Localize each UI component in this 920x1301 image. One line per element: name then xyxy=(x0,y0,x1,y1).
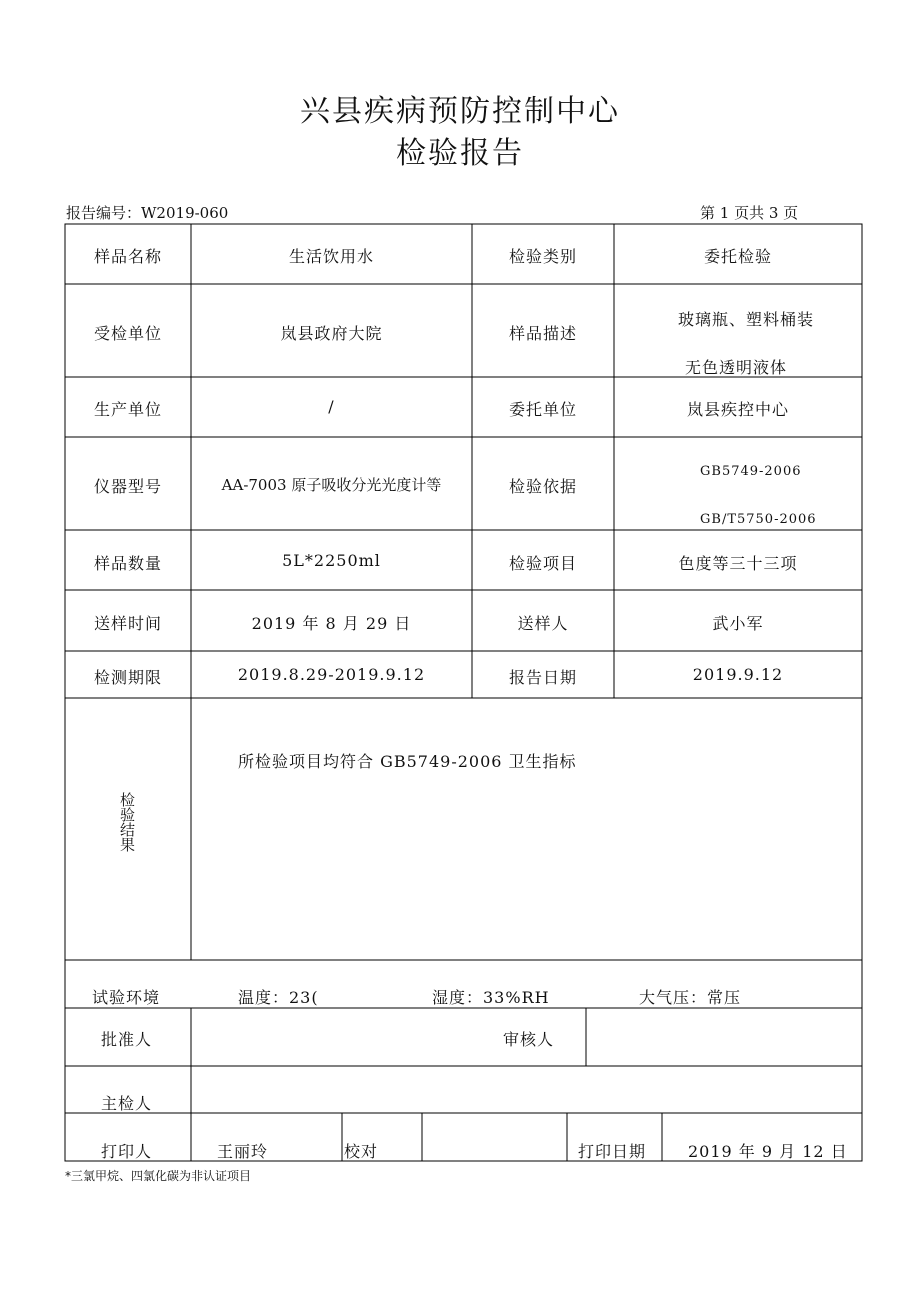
report-date-label: 报告日期 xyxy=(508,668,577,687)
report-number-value: W2019-060 xyxy=(141,204,229,222)
printer-value: 王丽玲 xyxy=(217,1142,269,1161)
report-title: 检验报告 xyxy=(396,136,524,171)
instrument-value: AA-7003 原子吸收分光光度计等 xyxy=(221,476,442,494)
result-label: 检验结果 xyxy=(118,792,136,852)
humidity-value: 湿度：33%RH xyxy=(432,988,550,1007)
print-date-value: 2019 年 9 月 12 日 xyxy=(688,1142,848,1161)
basis-label: 检验依据 xyxy=(508,477,577,496)
chief-inspector-label: 主检人 xyxy=(101,1094,153,1113)
sample-desc-label: 样品描述 xyxy=(508,324,577,343)
inspected-unit-label: 受检单位 xyxy=(93,324,162,343)
env-label: 试验环境 xyxy=(92,988,161,1007)
submitter-label: 送样人 xyxy=(517,614,569,633)
page-info: 第 1 页共 3 页 xyxy=(700,204,799,222)
organization-name: 兴县疾病预防控制中心 xyxy=(300,94,620,129)
production-unit-label: 生产单位 xyxy=(93,400,162,419)
sample-name-value: 生活饮用水 xyxy=(288,247,374,266)
pressure-value: 大气压：常压 xyxy=(639,988,742,1007)
print-date-label: 打印日期 xyxy=(578,1142,647,1161)
sample-qty-label: 样品数量 xyxy=(93,554,162,573)
report-date-value: 2019.9.12 xyxy=(692,665,784,684)
test-type-label: 检验类别 xyxy=(508,247,577,266)
test-items-label: 检验项目 xyxy=(508,554,577,573)
result-text: 所检验项目均符合 GB5749-2006 卫生指标 xyxy=(238,752,577,771)
test-items-value: 色度等三十三项 xyxy=(678,554,798,573)
client-unit-label: 委托单位 xyxy=(508,400,577,419)
test-type-value: 委托检验 xyxy=(703,247,772,266)
inspected-unit-value: 岚县政府大院 xyxy=(280,324,383,343)
test-period-value: 2019.8.29-2019.9.12 xyxy=(237,665,426,684)
sample-qty-value: 5L*2250ml xyxy=(282,551,381,570)
test-period-label: 检测期限 xyxy=(93,668,162,687)
sample-desc-line-1: 玻璃瓶、塑料桶装 xyxy=(678,310,815,329)
client-unit-value: 岚县疾控中心 xyxy=(686,400,789,419)
submitter-value: 武小军 xyxy=(712,614,764,633)
submit-time-value: 2019 年 8 月 29 日 xyxy=(251,614,412,633)
proofread-label: 校对 xyxy=(344,1142,379,1161)
temperature-value: 温度：23( xyxy=(238,988,319,1007)
approver-label: 批准人 xyxy=(101,1030,153,1049)
instrument-label: 仪器型号 xyxy=(93,477,162,496)
sample-desc-line-2: 无色透明液体 xyxy=(685,358,788,377)
submit-time-label: 送样时间 xyxy=(93,614,162,633)
basis-line-1: GB5749-2006 xyxy=(700,464,802,479)
footnote: *三氯甲烷、四氯化碳为非认证项目 xyxy=(65,1169,252,1183)
printer-label: 打印人 xyxy=(101,1142,153,1161)
sample-name-label: 样品名称 xyxy=(93,247,162,266)
report-number-label: 报告编号： xyxy=(66,204,142,222)
basis-line-2: GB/T5750-2006 xyxy=(700,512,817,527)
reviewer-label: 审核人 xyxy=(503,1030,555,1049)
production-unit-value: / xyxy=(328,397,335,416)
